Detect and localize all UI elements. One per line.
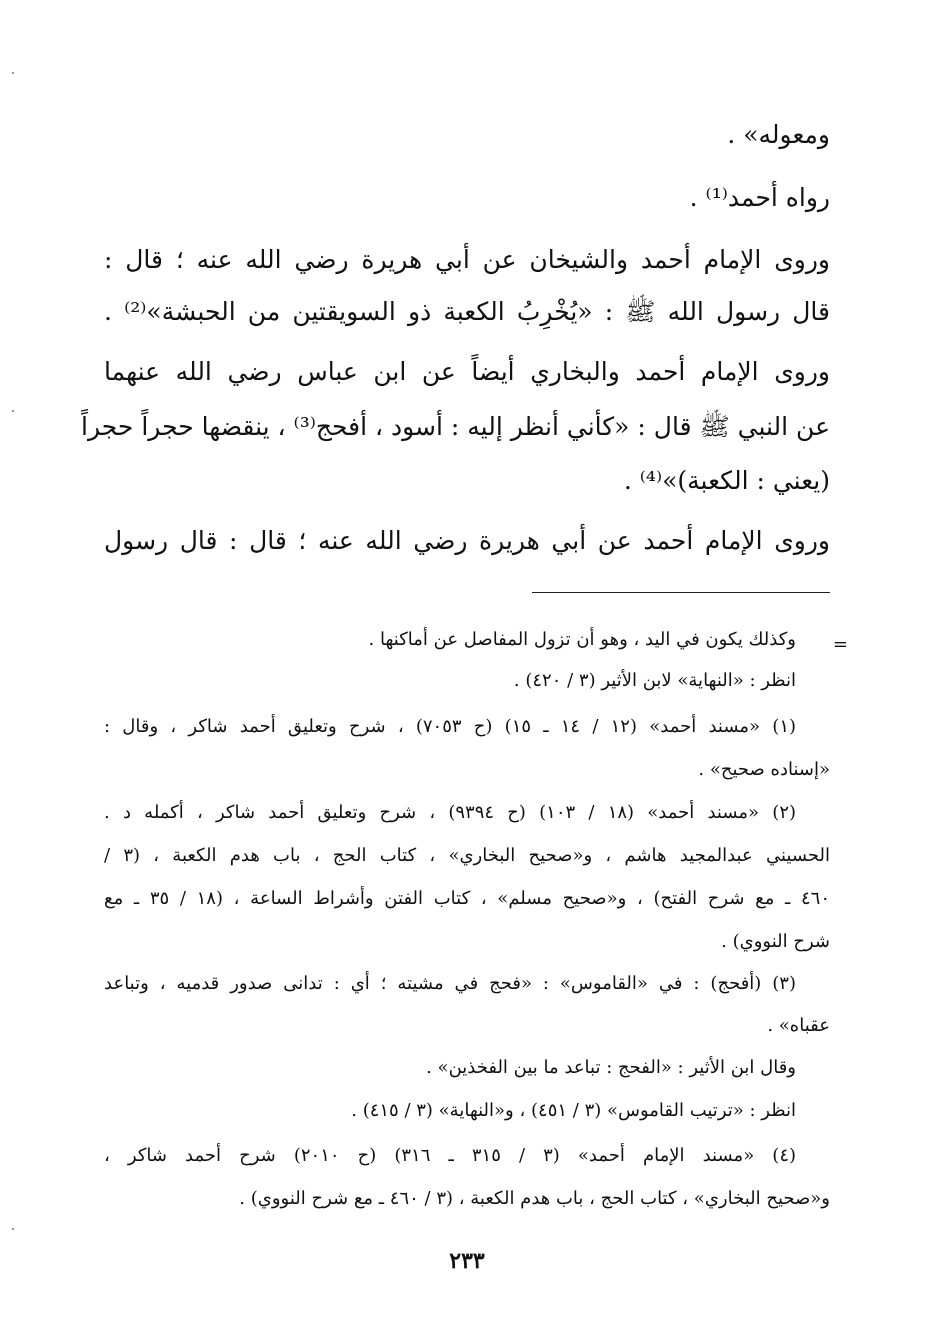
scan-dot <box>12 72 14 74</box>
footnote-line: وقال ابن الأثير : «الفحج : تباعد ما بين الفخذين» . <box>426 1057 796 1078</box>
body-line-6: عن النبي ﷺ قال : «كأني أنظر إليه : أسود ، أفحج⁽³⁾ ، ينقضها حجراً حجراً <box>81 412 830 441</box>
body-line-3: وروى الإمام أحمد والشيخان عن أبي هريرة رضي الله عنه ؛ قال : <box>104 245 830 274</box>
body-line-4: قال رسول الله ﷺ : «يُخْرِبُ الكعبة ذو السويقتين من الحبشة»⁽²⁾ . <box>104 297 830 326</box>
footnote-line: (٢) «مسند أحمد» (١٨ / ١٠٣) (ح ٩٣٩٤) ، شرح وتعليق أحمد شاكر ، أكمله د . <box>104 802 797 823</box>
body-line-7: (يعني : الكعبة)»⁽⁴⁾ . <box>623 466 830 495</box>
footnote-line: «إسناده صحيح» . <box>698 759 830 780</box>
body-line-5: وروى الإمام أحمد والبخاري أيضاً عن ابن عباس رضي الله عنهما <box>104 357 830 386</box>
footnote-line: (٣) (أفحج) : في «القاموس» : «فحج في مشيته ؛ أي : تدانى صدور قدميه ، وتباعد <box>104 973 796 994</box>
body-line-2: رواه أحمد⁽¹⁾ . <box>689 183 830 212</box>
scan-dot <box>12 410 14 412</box>
footnote-line: (١) «مسند أحمد» (١٢ / ١٤ ـ ١٥) (ح ٧٠٥٣) ، شرح وتعليق أحمد شاكر ، وقال : <box>104 716 797 737</box>
footnote-line: انظر : «النهاية» لابن الأثير (٣ / ٤٢٠) . <box>513 670 796 691</box>
footnote-continuation-mark: = <box>832 634 848 655</box>
footnote-line: عقباه» . <box>767 1015 830 1036</box>
scan-dot <box>12 1228 14 1230</box>
body-line-8: وروى الإمام أحمد عن أبي هريرة رضي الله عنه ؛ قال : قال رسول <box>104 526 830 555</box>
footnote-line: ٤٦٠ ـ مع شرح الفتح) ، و«صحيح مسلم» ، كتاب الفتن وأشراط الساعة ، (١٨ / ٣٥ ـ مع <box>104 888 830 909</box>
footnote-divider <box>532 592 830 593</box>
footnote-line: الحسيني عبدالمجيد هاشم ، و«صحيح البخاري» ، كتاب الحج ، باب هدم الكعبة ، (٣ / <box>104 845 830 866</box>
footnote-line: انظر : «ترتيب القاموس» (٣ / ٤٥١) ، و«النهاية» (٣ / ٤١٥) . <box>351 1100 796 1121</box>
footnote-line: شرح النووي) . <box>721 931 830 952</box>
page-number: ٢٣٣ <box>449 1248 485 1274</box>
footnote-line: وكذلك يكون في اليد ، وهو أن تزول المفاصل عن أماكنها . <box>368 629 796 650</box>
footnote-line: (٤) «مسند الإمام أحمد» (٣ / ٣١٥ ـ ٣١٦) (ح ٢٠١٠) شرح أحمد شاكر ، <box>104 1145 797 1166</box>
body-line-1: ومعوله» . <box>727 120 830 149</box>
footnote-line: و«صحيح البخاري» ، كتاب الحج ، باب هدم الكعبة ، (٣ / ٤٦٠ ـ مع شرح النووي) . <box>239 1188 830 1209</box>
